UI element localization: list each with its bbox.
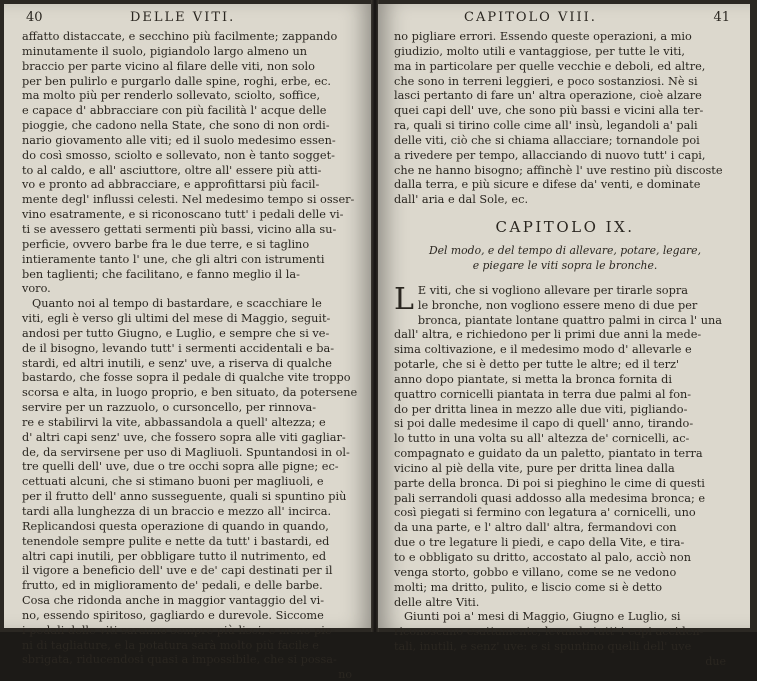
- chapter-subtitle: [394, 244, 736, 274]
- text-line: viti, egli è verso gli ultimi del mese di Maggio, seguit-: [22, 312, 331, 326]
- left-body-text: [22, 30, 362, 668]
- text-line: due o tre legature li piedi, e capo della Vite, e tira-: [394, 536, 685, 550]
- text-line: bronca, piantate lontane quattro palmi in circa l' una: [417, 313, 723, 327]
- text-line: vo e pronto ad abbracciare, e approfittarsi più facil-: [22, 178, 320, 192]
- text-line: ben taglienti; che facilitano, e fanno meglio il la-: [22, 267, 300, 281]
- text-line: sima coltivazione, e il medesimo modo d' allevarle e: [394, 343, 692, 357]
- text-line: bastardo, che fosse sopra il pedale di qualche vite troppo: [22, 371, 351, 385]
- text-line: d' altri capi senz' uve, che fossero sopra alle viti gagliar-: [22, 430, 346, 444]
- text-line: sbrigata, riducendosi quasi a impossibile, che si possa-: [22, 653, 337, 667]
- paragraph: [22, 297, 362, 668]
- text-line: andosi per tutto Giugno, e Luglio, e sempre che si ve-: [22, 326, 330, 340]
- text-line: delle viti, ciò che si chiama allacciare; tornandole poi: [394, 133, 700, 147]
- text-line: dalla terra, e più sicure e difese da' venti, e dominate: [394, 178, 701, 192]
- text-line: molti; ma dritto, pulito, e liscio come si è detto: [394, 580, 663, 594]
- text-line: tenendole sempre pulite e nette da tutt' i bastardi, ed: [22, 534, 330, 548]
- text-line: così piegati si fermino con legatura a' cornicelli, uno: [394, 506, 696, 520]
- text-line: il vigore a beneficio dell' uve e de' capi destinati per il: [22, 564, 333, 578]
- chapter-heading: CAPITOLO IX.: [495, 218, 635, 237]
- text-line: venga storto, gobbo e villano, come se ne vedono: [394, 565, 677, 579]
- left-page-number: 40: [26, 10, 43, 25]
- text-line: che ne hanno bisogno; affinchè l' uve restino più discoste: [394, 163, 723, 177]
- text-line: che sono in terreni leggieri, e poco sostanziosi. Nè si: [394, 74, 698, 88]
- text-line: anno dopo piantate, si metta la bronca fornita di: [394, 372, 672, 386]
- right-closing-text: [394, 610, 736, 655]
- left-page: [4, 4, 372, 681]
- text-line: quei capi dell' uve, che sono più bassi e vicini alla ter-: [394, 104, 704, 118]
- text-line: do così smosso, sciolto e sollevato, non è tanto sogget-: [22, 148, 335, 162]
- text-line: altri capi inutili, per obbligare tutto il nutrimento, ed: [22, 549, 327, 563]
- text-line: scorsa e alta, in luogo proprio, e ben situato, da potersene: [22, 386, 358, 400]
- text-line: affatto distaccate, e secchino più facilmente; zappando: [22, 30, 338, 43]
- text-line: voro.: [22, 282, 51, 296]
- text-line: per il frutto dell' anno susseguente, quali si spuntino più: [22, 490, 347, 504]
- text-line: dall' aria e dal Sole, ec.: [394, 193, 529, 207]
- text-line: giudizio, molto utili e vantaggiose, per tutte le viti,: [394, 44, 686, 58]
- text-line: servire per un razzuolo, o cursoncello, per rinnova-: [22, 401, 317, 415]
- text-line: riconoscano esattamente, levando tutt' i capi acciden-: [394, 625, 704, 639]
- text-line: a rivedere per tempo, allacciando di nuovo tutt' i capi,: [394, 148, 706, 162]
- text-line: da una parte, e l' altro dall' altra, fermandovi con: [394, 521, 677, 535]
- text-line: i pedali delle viti saranno sempre più lisci, e meno pie-: [22, 623, 336, 637]
- text-line: vino esatramente, e si riconoscano tutt' i pedali delle vi-: [22, 208, 344, 222]
- text-line: parte della bronca. Di poi si pieghino le cime di questi: [394, 476, 705, 490]
- text-line: no, essendo spiritoso, gagliardo e durevole. Siccome: [22, 608, 324, 622]
- chapter-subtitle-line: e piegare le viti sopra le bronche.: [472, 258, 658, 272]
- right-catchword: due: [705, 654, 726, 668]
- text-line: dall' altra, e richiedono per li primi due anni la mede-: [394, 328, 702, 342]
- left-catchword: no: [338, 668, 352, 681]
- text-line: tali, inutili, e senz' uve: e si spuntino quelli dell' uve: [394, 640, 692, 654]
- text-line: pali serrandoli quasi addosso alla medesima bronca; e: [394, 491, 706, 505]
- text-line: de il bisogno, levando tutt' i sermenti accidentali e ba-: [22, 341, 335, 355]
- text-line: cettuati alcuni, che si stimano buoni per magliuoli, e: [22, 475, 324, 489]
- text-line: vicino al piè della vite, pure per dritta linea dalla: [394, 461, 675, 475]
- paragraph: [22, 30, 362, 297]
- text-line: nario giovamento alle viti; ed il suolo medesimo essen-: [22, 133, 336, 147]
- right-running-title: CAPITOLO VIII.: [464, 10, 597, 25]
- text-line: tardi alla lunghezza di un braccio e mezzo all' incirca.: [22, 505, 332, 518]
- text-line: mente degl' influssi celesti. Nel medesimo tempo si osser-: [22, 193, 355, 207]
- text-line: si poi dalle medesime il capo di quell' anno, tirando-: [394, 417, 694, 431]
- chapter-first-line: E viti, che si vogliono allevare per tirarle sopra: [417, 283, 688, 297]
- drop-cap: L: [394, 281, 414, 317]
- text-line: frutto, ed in miglioramento de' pedali, e delle barbe.: [22, 579, 323, 593]
- text-line: re e stabilirvi la vite, abbassandola a quell' altezza; e: [22, 415, 326, 429]
- text-line: potarle, che si è detto per tutte le altre; ed il terz': [394, 358, 680, 372]
- chapter-subtitle-line: Del modo, e del tempo di allevare, potare, legare,: [428, 244, 702, 258]
- right-opening-text: [394, 30, 736, 208]
- text-line: minutamente il suolo, pigiandolo largo almeno un: [22, 44, 308, 58]
- text-line: do per dritta linea in mezzo alle due viti, pigliando-: [394, 402, 688, 416]
- text-line: Quanto noi al tempo di bastardare, e scacchiare le: [32, 297, 322, 311]
- left-running-head: [22, 10, 362, 30]
- chapter-body-text: [394, 281, 736, 611]
- text-line: to al caldo, e all' asciuttore, oltre all' essere più atti-: [22, 163, 322, 177]
- text-line: no pigliare errori. Essendo queste operazioni, a mio: [394, 30, 692, 43]
- text-line: le bronche, non vogliono essere meno di due per: [417, 298, 698, 312]
- text-line: de, da servirsene per uso di Magliuoli. Spuntandosi in ol-: [22, 445, 350, 459]
- text-line: ma in particolare per quelle vecchie e deboli, ed altre,: [394, 59, 706, 73]
- text-line: pioggie, che cadono nella State, che sono di non ordi-: [22, 119, 330, 133]
- text-line: intieramente tanto l' une, che gli altri con istrumenti: [22, 252, 325, 266]
- text-line: lasci pertanto di fare un' altra operazione, cioè alzare: [394, 89, 702, 103]
- right-page-number: 41: [713, 10, 730, 25]
- text-line: stardi, ed altri inutili, e senz' uve, a riserva di qualche: [22, 356, 332, 370]
- text-line: lo tutto in una volta su all' altezza de' cornicelli, ac-: [394, 432, 690, 446]
- right-running-head: [394, 10, 736, 30]
- text-line: ti se avessero gettati sermenti più bassi, vicino alla su-: [22, 222, 337, 236]
- text-line: Replicandosi questa operazione di quando in quando,: [22, 519, 329, 533]
- text-line: to e obbligato su dritto, accostato al palo, acciò non: [394, 551, 692, 564]
- text-line: ni di tagliature, e la potatura sarà molto più facile e: [22, 638, 319, 652]
- text-line: Giunti poi a' mesi di Maggio, Giugno e Luglio, si: [404, 610, 681, 624]
- text-line: tre quelli dell' uve, due o tre occhi sopra alle pigne; ec-: [22, 460, 339, 474]
- text-line: Cosa che ridonda anche in maggior vantaggio del vi-: [22, 594, 325, 608]
- left-running-title: DELLE VITI.: [130, 10, 236, 25]
- text-line: quattro cornicelli piantata in terra due palmi al fon-: [394, 387, 692, 401]
- right-page: [378, 4, 750, 668]
- text-line: ra, quali si tirino colle cime all' insù, legandoli a' pali: [394, 119, 698, 133]
- text-line: delle altre Viti.: [394, 595, 480, 609]
- text-line: ma molto più per renderlo sollevato, sciolto, soffice,: [22, 89, 321, 103]
- text-line: compagnato e guidato da un paletto, piantato in terra: [394, 447, 703, 461]
- text-line: perficie, ovvero barbe fra le due terre, e si taglino: [22, 237, 310, 251]
- text-line: e capace d' abbracciare con più facilità l' acque delle: [22, 104, 327, 118]
- text-line: braccio per parte vicino al filare delle viti, non solo: [22, 59, 315, 73]
- text-line: per ben pulirlo e purgarlo dalle spine, roghi, erbe, ec.: [22, 74, 331, 88]
